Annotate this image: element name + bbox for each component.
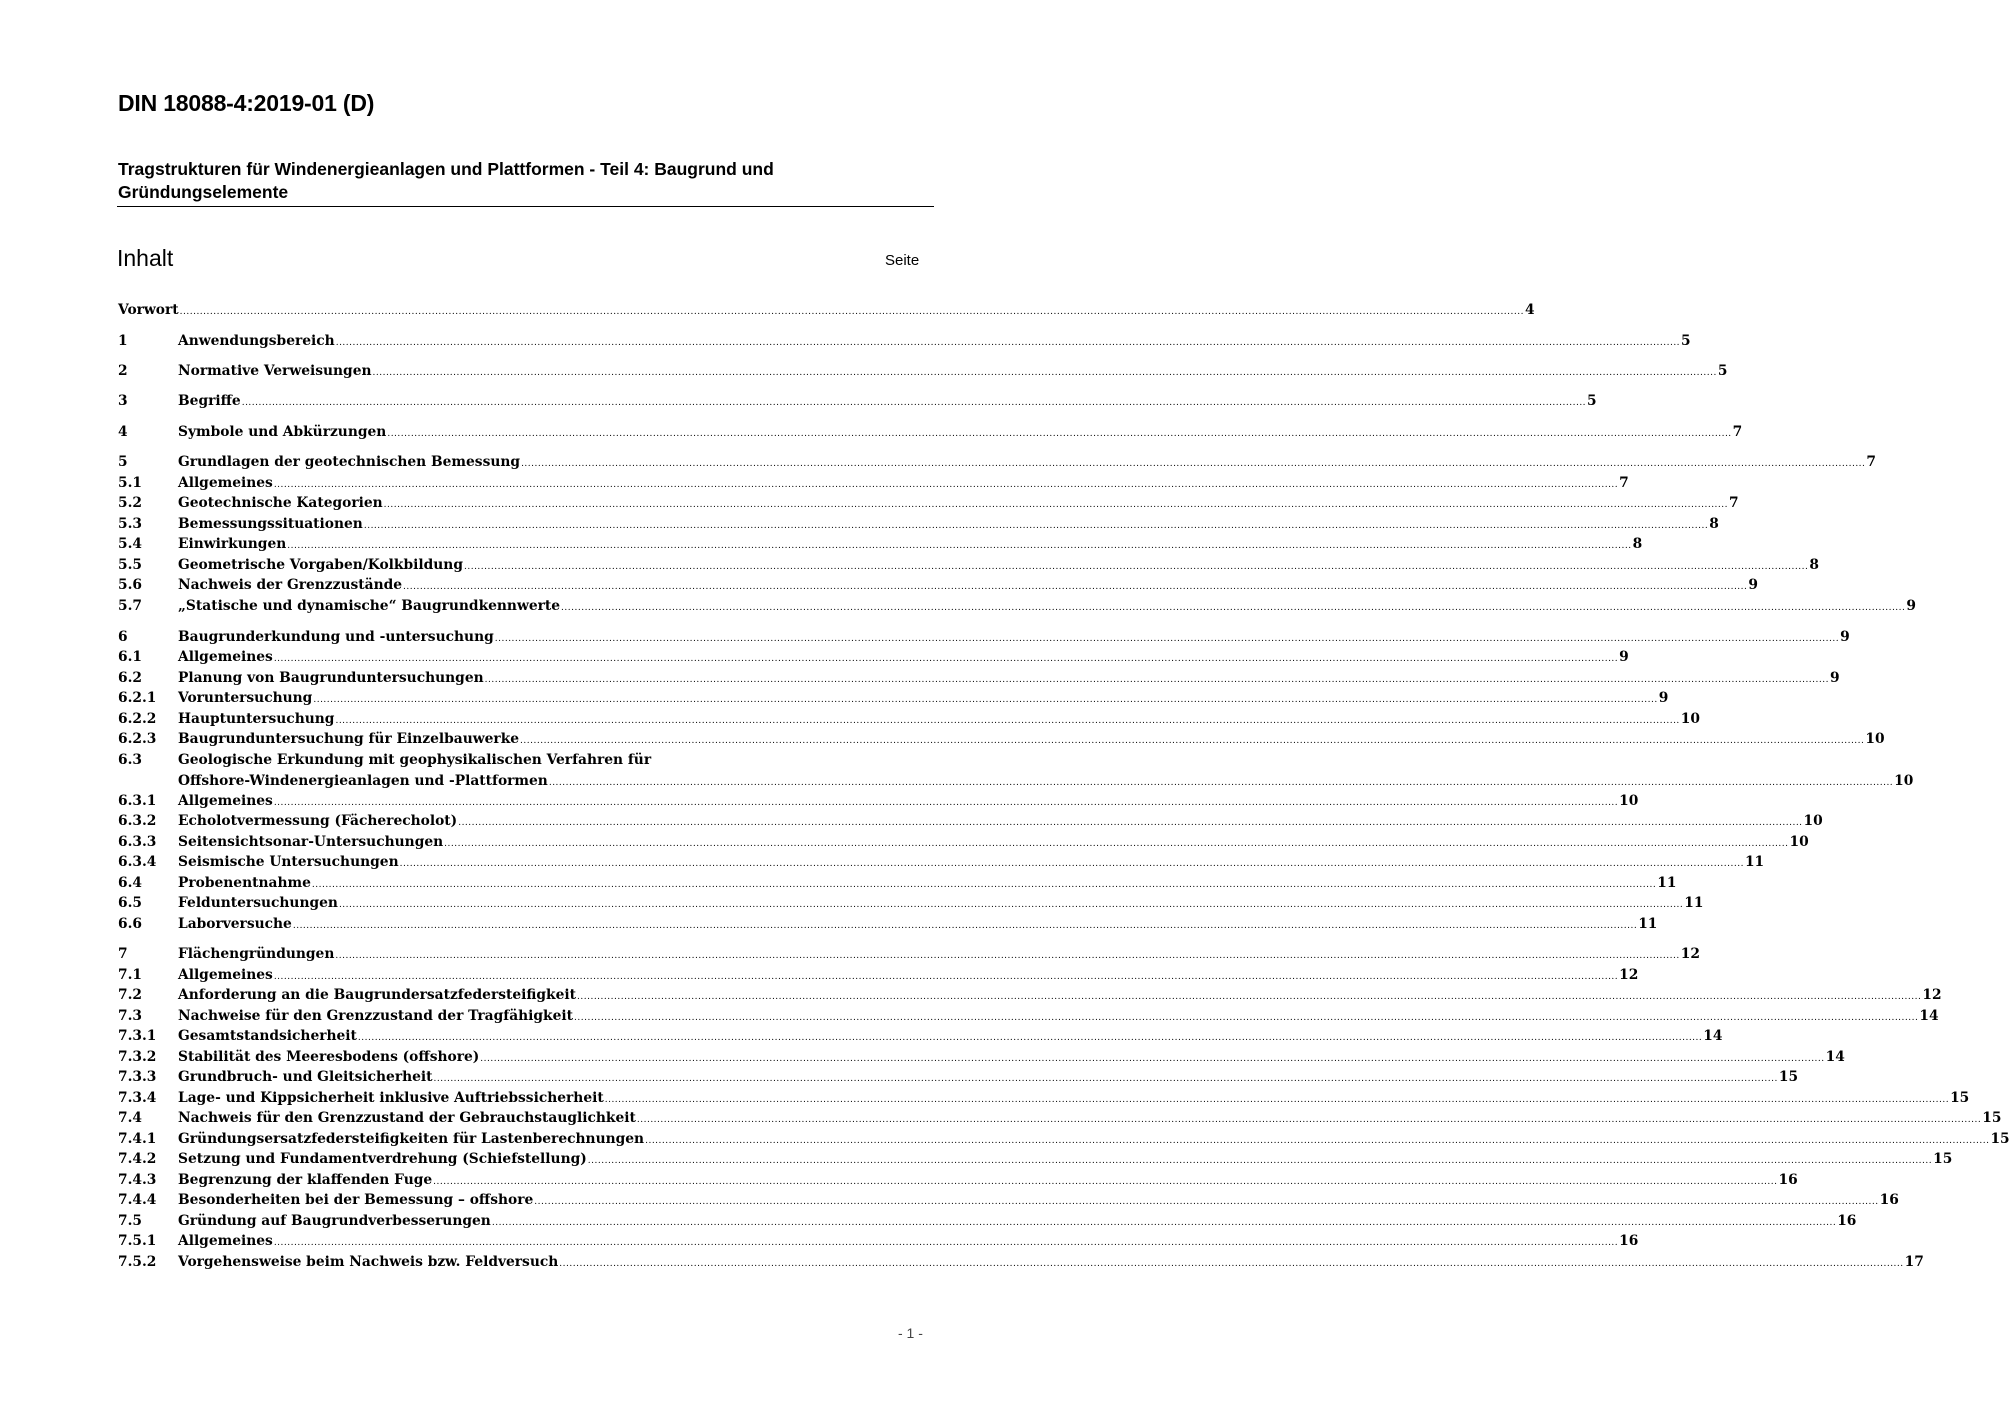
document-title: DIN 18088-4:2019-01 (D) <box>118 90 375 116</box>
toc-entry-title: Symbole und Abkürzungen <box>178 424 387 440</box>
toc-entry-page: 7 <box>1619 475 1629 491</box>
toc-entry-number: 7.4.1 <box>118 1131 157 1147</box>
toc-entry[interactable] <box>118 895 1704 916</box>
toc-entry-page: 9 <box>1748 577 1758 593</box>
toc-entry-page: 9 <box>1658 690 1669 706</box>
toc-entry-page: 12 <box>1922 987 1942 1003</box>
toc-entry-title: Geologische Erkundung mit geophysikalischen Verfahren für <box>178 752 652 768</box>
toc-entry[interactable] <box>118 1008 1939 1029</box>
toc-entry-title-continued: Offshore-Windenergieanlagen und -Plattformen <box>178 772 548 789</box>
toc-entry[interactable] <box>118 875 1677 896</box>
toc-entry[interactable] <box>118 557 1819 578</box>
toc-entry-title: „Statische und dynamische“ Baugrundkennwerte <box>178 598 561 614</box>
toc-entry[interactable] <box>118 516 1719 537</box>
toc-entry-number: 5.7 <box>118 598 143 614</box>
toc-dot-leader: ................................................................................................................................................................................................................................................................................................................................................................................................................ <box>494 634 1840 644</box>
toc-dot-leader: ................................................................................................................................................................................................................................................................................................................................................................................................................ <box>273 480 1619 490</box>
toc-entry[interactable] <box>118 987 1942 1008</box>
toc-entry-number: 7.4 <box>118 1110 143 1126</box>
toc-entry-page: 8 <box>1632 536 1643 552</box>
toc-entry-number: 7.3.2 <box>118 1049 157 1065</box>
toc-entry-page: 11 <box>1638 916 1658 932</box>
toc-dot-leader: ................................................................................................................................................................................................................................................................................................................................................................................................................ <box>604 1095 1950 1105</box>
toc-entry-number: 5.6 <box>118 577 143 593</box>
toc-entry-title: Allgemeines <box>178 793 273 809</box>
toc-entry-title: Allgemeines <box>178 967 273 983</box>
toc-entry-number: 5 <box>118 454 128 470</box>
toc-entry-number: 6 <box>118 629 128 645</box>
toc-entry-page: 10 <box>1865 731 1885 747</box>
toc-dot-leader: ................................................................................................................................................................................................................................................................................................................................................................................................................ <box>387 429 1732 439</box>
toc-entry-number: 7.4.4 <box>118 1192 157 1208</box>
toc-entry-number: 7.4.3 <box>118 1172 157 1188</box>
toc-entry-number: 6.2.3 <box>118 731 157 747</box>
toc-entry-page: 16 <box>1837 1213 1857 1229</box>
toc-entry[interactable] <box>118 536 1643 557</box>
toc-heading: Inhalt <box>117 245 174 271</box>
toc-entry-number: 6.2 <box>118 670 143 686</box>
toc-dot-leader: ................................................................................................................................................................................................................................................................................................................................................................................................................ <box>458 818 1803 828</box>
page-column-label: Seite <box>885 252 920 269</box>
toc-entry[interactable] <box>118 454 1877 475</box>
toc-dot-leader: ................................................................................................................................................................................................................................................................................................................................................................................................................ <box>559 1259 1904 1269</box>
toc-dot-leader: ................................................................................................................................................................................................................................................................................................................................................................................................................ <box>241 398 1587 408</box>
toc-entry-number: 6.3.3 <box>118 834 157 850</box>
toc-entry[interactable] <box>118 393 1597 414</box>
toc-entry[interactable] <box>118 333 1691 354</box>
toc-dot-leader: ................................................................................................................................................................................................................................................................................................................................................................................................................ <box>273 798 1619 808</box>
toc-dot-leader: ................................................................................................................................................................................................................................................................................................................................................................................................................ <box>574 1013 1919 1023</box>
toc-entry-number: 7 <box>118 946 128 962</box>
toc-entry-title: Seitensichtsonar-Untersuchungen <box>178 834 444 850</box>
toc-entry[interactable] <box>118 1213 1857 1234</box>
toc-entry-number: 7.3 <box>118 1008 143 1024</box>
toc-entry[interactable] <box>118 1110 2002 1131</box>
toc-entry-number: 5.3 <box>118 516 143 532</box>
toc-entry[interactable] <box>118 629 1850 650</box>
toc-entry-title: Nachweis der Grenzzustände <box>178 577 403 593</box>
toc-dot-leader: ................................................................................................................................................................................................................................................................................................................................................................................................................ <box>561 603 1906 613</box>
toc-entry-page: 10 <box>1680 711 1700 727</box>
toc-dot-leader: ................................................................................................................................................................................................................................................................................................................................................................................................................ <box>335 951 1680 961</box>
toc-entry-page: 16 <box>1619 1233 1639 1249</box>
toc-entry-number: 7.3.1 <box>118 1028 157 1044</box>
toc-entry-title: Geometrische Vorgaben/Kolkbildung <box>178 557 463 573</box>
toc-entry-title: Felduntersuchungen <box>178 895 338 911</box>
toc-entry[interactable] <box>118 495 1739 516</box>
toc-entry-title: Gründung auf Baugrundverbesserungen <box>178 1213 491 1229</box>
toc-entry-number: 6.6 <box>118 916 143 932</box>
toc-entry-title: Stabilität des Meeresbodens (offshore) <box>178 1049 480 1065</box>
toc-dot-leader: ................................................................................................................................................................................................................................................................................................................................................................................................................ <box>636 1115 1982 1125</box>
toc-entry-number: 7.4.2 <box>118 1151 157 1167</box>
toc-dot-leader: ................................................................................................................................................................................................................................................................................................................................................................................................................ <box>383 500 1728 510</box>
toc-entry-title: Bemessungssituationen <box>178 516 363 532</box>
toc-entry-page: 10 <box>1803 813 1823 829</box>
toc-entry-page: 7 <box>1732 424 1743 440</box>
toc-entry-page: 11 <box>1684 895 1704 911</box>
toc-entry[interactable] <box>118 916 1658 937</box>
toc-entry-title: Grundlagen der geotechnischen Bemessung <box>178 454 521 470</box>
toc-dot-leader: ................................................................................................................................................................................................................................................................................................................................................................................................................ <box>287 541 1632 551</box>
toc-entry-number: 6.4 <box>118 875 143 891</box>
toc-entry[interactable] <box>118 1151 1953 1172</box>
toc-entry-number: 7.3.3 <box>118 1069 157 1085</box>
toc-entry[interactable] <box>118 1254 1924 1275</box>
toc-dot-leader: ................................................................................................................................................................................................................................................................................................................................................................................................................ <box>444 839 1789 849</box>
toc-dot-leader: ................................................................................................................................................................................................................................................................................................................................................................................................................ <box>338 900 1684 910</box>
toc-entry-page: 15 <box>1982 1110 2002 1126</box>
toc-entry-number: 6.3.2 <box>118 813 157 829</box>
toc-entry-title: Grundbruch- und Gleitsicherheit <box>178 1069 433 1085</box>
toc-entry[interactable] <box>118 649 1629 670</box>
toc-entry[interactable] <box>118 1233 1639 1254</box>
toc-dot-leader: ................................................................................................................................................................................................................................................................................................................................................................................................................ <box>480 1054 1825 1064</box>
toc-entry-number: 1 <box>118 333 128 349</box>
toc-dot-leader: ................................................................................................................................................................................................................................................................................................................................................................................................................ <box>335 716 1680 726</box>
toc-entry-title: Echolotvermessung (Fächerecholot) <box>178 813 458 829</box>
toc-entry-number: 6.3.1 <box>118 793 157 809</box>
toc-entry-title: Voruntersuchung <box>178 690 313 706</box>
toc-entry-title: Geotechnische Kategorien <box>178 495 383 511</box>
toc-entry[interactable] <box>118 1028 1723 1049</box>
toc-entry-number: 7.5.2 <box>118 1254 157 1270</box>
toc-entry-page: 7 <box>1729 495 1739 511</box>
toc-dot-leader: ................................................................................................................................................................................................................................................................................................................................................................................................................ <box>335 338 1681 348</box>
toc-entry[interactable] <box>118 577 1758 598</box>
toc-entry-page: 10 <box>1894 772 1914 789</box>
toc-entry-page: 17 <box>1904 1254 1924 1270</box>
toc-entry-page: 12 <box>1619 967 1639 983</box>
toc-entry[interactable] <box>118 711 1700 732</box>
toc-entry-title: Planung von Baugrunduntersuchungen <box>178 670 484 686</box>
toc-entry-number: 5.5 <box>118 557 143 573</box>
toc-entry-title: Lage- und Kippsicherheit inklusive Auftriebssicherheit <box>178 1090 604 1106</box>
toc-entry-continuation[interactable] <box>118 772 1914 794</box>
toc-entry-page: 9 <box>1840 629 1850 645</box>
toc-dot-leader: ................................................................................................................................................................................................................................................................................................................................................................................................................ <box>433 1177 1778 1187</box>
toc-entry[interactable] <box>118 731 1885 752</box>
toc-entry-page: 9 <box>1906 598 1916 614</box>
toc-entry-page: 5 <box>1587 393 1597 409</box>
toc-entry-page: 16 <box>1879 1192 1899 1208</box>
toc-entry-title: Vorgehensweise beim Nachweis bzw. Feldversuch <box>178 1254 559 1270</box>
toc-entry-title: Hauptuntersuchung <box>178 711 335 727</box>
toc-entry-page: 4 <box>1524 302 1535 318</box>
toc-dot-leader: ................................................................................................................................................................................................................................................................................................................................................................................................................ <box>403 582 1748 592</box>
toc-entry-page: 15 <box>1778 1069 1799 1085</box>
toc-entry-number: 5.4 <box>118 536 143 552</box>
toc-entry[interactable] <box>118 752 932 773</box>
toc-entry-page: 10 <box>1789 834 1809 850</box>
toc-entry[interactable] <box>118 967 1639 988</box>
toc-entry-title: Normative Verweisungen <box>178 363 372 379</box>
toc-entry-title: Allgemeines <box>178 475 273 491</box>
toc-entry-number: 6.2.2 <box>118 711 157 727</box>
toc-dot-leader: ................................................................................................................................................................................................................................................................................................................................................................................................................ <box>357 1033 1703 1043</box>
toc-entry-page: 15 <box>1950 1090 1970 1106</box>
toc-entry[interactable] <box>118 834 1809 855</box>
toc-entry-number: 7.5.1 <box>118 1233 157 1249</box>
title-divider <box>117 206 934 207</box>
toc-entry-title: Allgemeines <box>178 1233 273 1249</box>
toc-entry-number: 7.1 <box>118 967 143 983</box>
toc-entry[interactable] <box>118 598 1916 619</box>
toc-dot-leader: ................................................................................................................................................................................................................................................................................................................................................................................................................ <box>484 675 1829 685</box>
toc-entry-page: 10 <box>1619 793 1639 809</box>
toc-dot-leader: ................................................................................................................................................................................................................................................................................................................................................................................................................ <box>587 1156 1933 1166</box>
toc-entry[interactable] <box>118 475 1629 496</box>
toc-dot-leader: ................................................................................................................................................................................................................................................................................................................................................................................................................ <box>399 859 1744 869</box>
toc-dot-leader: ................................................................................................................................................................................................................................................................................................................................................................................................................ <box>463 562 1809 572</box>
toc-entry-title: Begriffe <box>178 393 241 409</box>
toc-entry-page: 8 <box>1709 516 1719 532</box>
toc-dot-leader: ................................................................................................................................................................................................................................................................................................................................................................................................................ <box>363 521 1709 531</box>
toc-entry-title: Anforderung an die Baugrundersatzfedersteifigkeit <box>178 987 577 1003</box>
toc-entry-number: 6.1 <box>118 649 143 665</box>
toc-entry-title: Probenentnahme <box>178 875 311 891</box>
toc-entry-number: 7.3.4 <box>118 1090 157 1106</box>
toc-entry[interactable] <box>118 1049 1845 1070</box>
toc-entry-page: 8 <box>1809 557 1819 573</box>
toc-dot-leader: ................................................................................................................................................................................................................................................................................................................................................................................................................ <box>548 777 1894 788</box>
toc-entry-title: Anwendungsbereich <box>178 333 335 349</box>
toc-entry-number: 2 <box>118 363 128 379</box>
toc-entry-page: 11 <box>1657 875 1677 891</box>
toc-entry-title: Besonderheiten bei der Bemessung – offshore <box>178 1192 534 1208</box>
toc-dot-leader: ................................................................................................................................................................................................................................................................................................................................................................................................................ <box>645 1136 1990 1146</box>
toc-entry[interactable] <box>118 363 1728 384</box>
toc-dot-leader: ................................................................................................................................................................................................................................................................................................................................................................................................................ <box>273 654 1619 664</box>
toc-entry-page: 14 <box>1703 1028 1723 1044</box>
toc-entry[interactable] <box>118 1192 1899 1213</box>
page-footer: - 1 - <box>898 1325 923 1341</box>
toc-entry[interactable] <box>118 302 1535 323</box>
toc-entry-title: Vorwort <box>118 302 179 318</box>
toc-entry-title: Allgemeines <box>178 649 273 665</box>
toc-entry-title: Begrenzung der klaffenden Fuge <box>178 1172 433 1188</box>
toc-entry[interactable] <box>118 424 1743 445</box>
toc-dot-leader: ................................................................................................................................................................................................................................................................................................................................................................................................................ <box>433 1074 1778 1084</box>
toc-dot-leader: ................................................................................................................................................................................................................................................................................................................................................................................................................ <box>372 368 1717 378</box>
toc-entry-page: 5 <box>1717 363 1728 379</box>
toc-entry-title: Setzung und Fundamentverdrehung (Schiefstellung) <box>178 1151 587 1167</box>
toc-dot-leader: ................................................................................................................................................................................................................................................................................................................................................................................................................ <box>313 695 1658 705</box>
toc-entry[interactable] <box>118 1131 2010 1152</box>
toc-entry-number: 6.3 <box>118 752 143 768</box>
toc-entry-number: 5.1 <box>118 475 143 491</box>
toc-dot-leader: ................................................................................................................................................................................................................................................................................................................................................................................................................ <box>520 736 1865 746</box>
toc-entry-title: Gründungsersatzfedersteifigkeiten für Lastenberechnungen <box>178 1131 645 1147</box>
toc-entry[interactable] <box>118 946 1700 967</box>
toc-entry-page: 5 <box>1681 333 1691 349</box>
toc-entry-number: 4 <box>118 424 128 440</box>
toc-entry-page: 15 <box>1933 1151 1953 1167</box>
toc-dot-leader: ................................................................................................................................................................................................................................................................................................................................................................................................................ <box>292 921 1638 931</box>
toc-entry-title: Nachweis für den Grenzzustand der Gebrauchstauglichkeit <box>178 1110 636 1126</box>
toc-entry-page: 7 <box>1866 454 1877 470</box>
toc-entry-title: Seismische Untersuchungen <box>178 854 399 870</box>
toc-entry-title: Nachweise für den Grenzzustand der Tragfähigkeit <box>178 1008 574 1024</box>
toc-dot-leader: ................................................................................................................................................................................................................................................................................................................................................................................................................ <box>521 459 1866 469</box>
toc-dot-leader: ................................................................................................................................................................................................................................................................................................................................................................................................................ <box>179 307 1524 317</box>
toc-entry[interactable] <box>118 854 1765 875</box>
toc-entry-page: 12 <box>1680 946 1700 962</box>
toc-entry-page: 15 <box>1990 1131 2010 1147</box>
toc-entry-number: 3 <box>118 393 128 409</box>
toc-entry-title: Baugrunduntersuchung für Einzelbauwerke <box>178 731 520 747</box>
toc-entry[interactable] <box>118 793 1639 814</box>
toc-entry[interactable] <box>118 1069 1799 1090</box>
toc-dot-leader: ................................................................................................................................................................................................................................................................................................................................................................................................................ <box>491 1218 1837 1228</box>
toc-entry-number: 6.3.4 <box>118 854 157 870</box>
toc-dot-leader: ................................................................................................................................................................................................................................................................................................................................................................................................................ <box>273 1238 1619 1248</box>
toc-entry[interactable] <box>118 670 1840 691</box>
toc-entry-title: Gesamtstandsicherheit <box>178 1028 357 1044</box>
toc-entry-number: 6.5 <box>118 895 143 911</box>
toc-entry-title: Laborversuche <box>178 916 292 932</box>
toc-dot-leader: ................................................................................................................................................................................................................................................................................................................................................................................................................ <box>311 880 1657 890</box>
document-subtitle: Tragstrukturen für Windenergieanlagen und Plattformen - Teil 4: Baugrund und Gründungselemente <box>118 159 774 202</box>
toc-entry-page: 14 <box>1825 1049 1845 1065</box>
toc-entry-number: 6.2.1 <box>118 690 157 706</box>
toc-entry[interactable] <box>118 1172 1798 1193</box>
toc-entry[interactable] <box>118 1090 1970 1111</box>
toc-entry[interactable] <box>118 813 1823 834</box>
toc-entry-page: 16 <box>1778 1172 1798 1188</box>
toc-entry-number: 5.2 <box>118 495 143 511</box>
toc-dot-leader: ................................................................................................................................................................................................................................................................................................................................................................................................................ <box>534 1197 1879 1207</box>
toc-entry-title: Baugrunderkundung und -untersuchung <box>178 629 494 645</box>
toc-dot-leader: ................................................................................................................................................................................................................................................................................................................................................................................................................ <box>273 972 1619 982</box>
toc-entry-title: Flächengründungen <box>178 946 335 962</box>
toc-entry-page: 9 <box>1829 670 1840 686</box>
toc-entry-page: 14 <box>1919 1008 1939 1024</box>
toc-entry[interactable] <box>118 690 1669 711</box>
toc-entry-title: Einwirkungen <box>178 536 287 552</box>
toc-entry-number: 7.2 <box>118 987 143 1003</box>
toc-dot-leader: ................................................................................................................................................................................................................................................................................................................................................................................................................ <box>577 992 1922 1002</box>
toc-entry-page: 11 <box>1744 854 1765 870</box>
toc-entry-page: 9 <box>1619 649 1629 665</box>
toc-entry-number: 7.5 <box>118 1213 143 1229</box>
